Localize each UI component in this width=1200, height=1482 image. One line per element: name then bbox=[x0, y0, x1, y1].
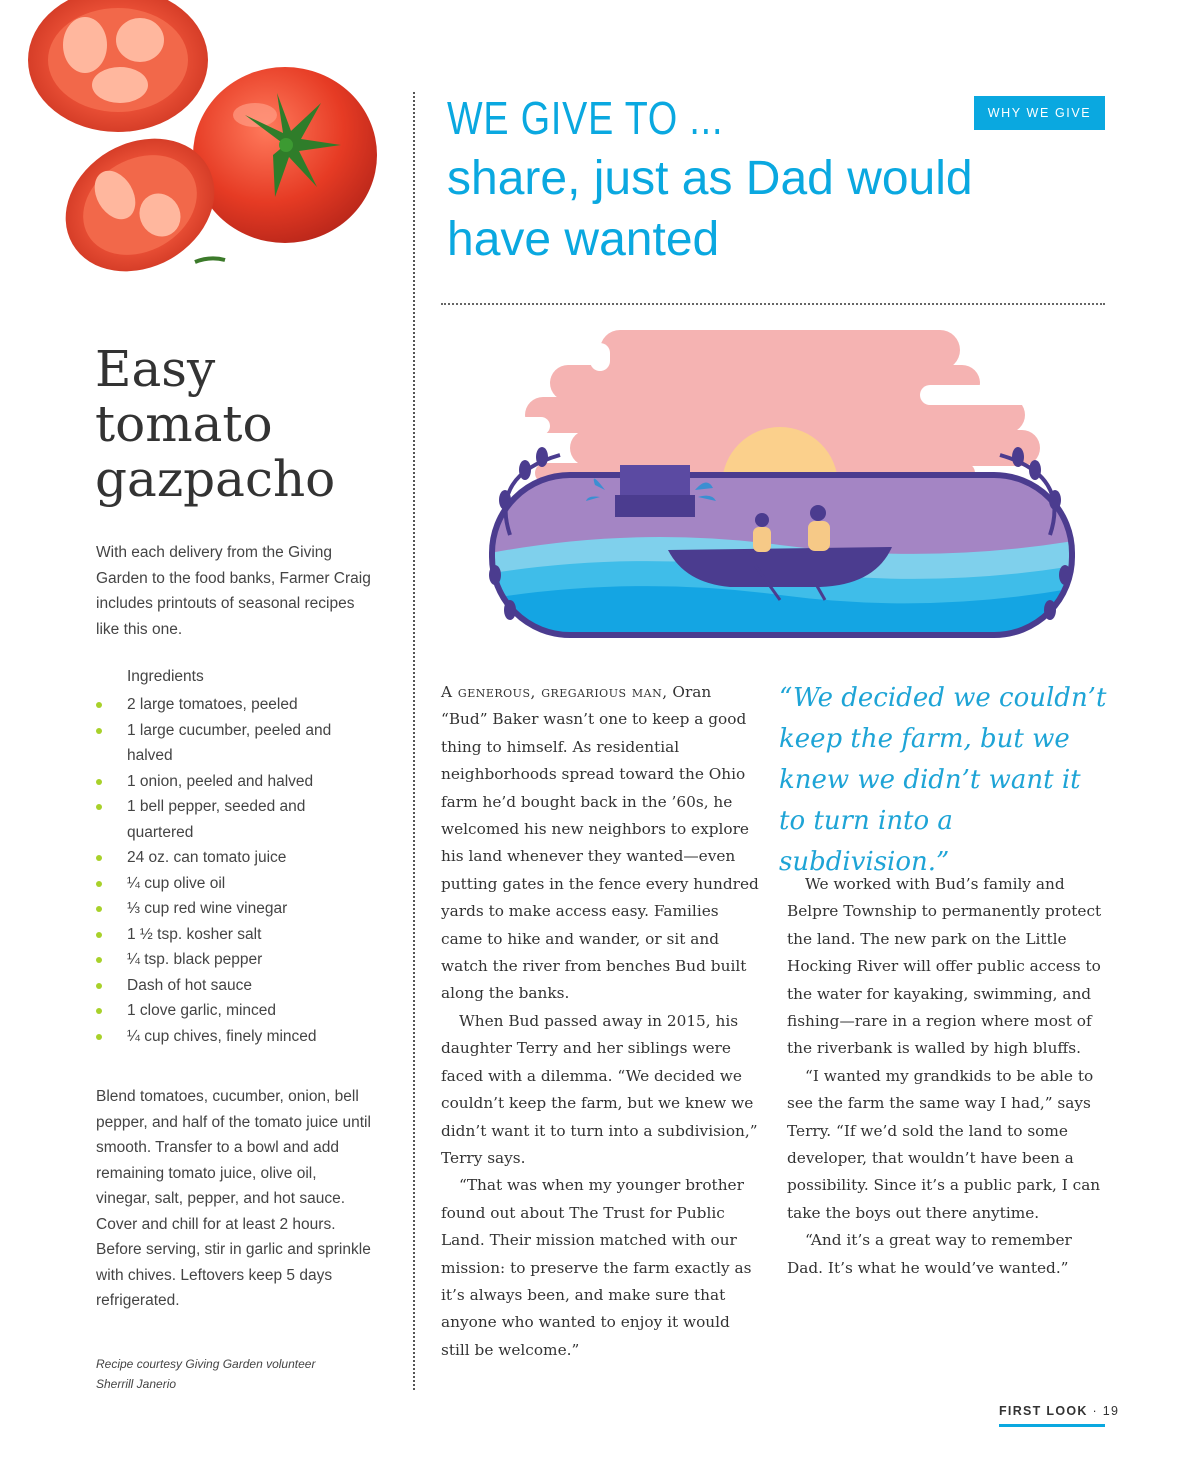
list-item: ⅓ cup red wine vinegar bbox=[96, 896, 366, 922]
article-paragraph: “That was when my younger brother found out about The Trust for Public Land. Their mission matched with our mission: to preserve the farm exactly as it’s always been, and make sure that anyone who wanted to enjoy it would still be welcome.” bbox=[441, 1176, 752, 1359]
list-item: 1 large cucumber, peeled and halved bbox=[96, 718, 366, 769]
list-item: 1 bell pepper, seeded and quartered bbox=[96, 794, 366, 845]
list-item: 1 clove garlic, minced bbox=[96, 998, 366, 1024]
bullet-icon bbox=[96, 702, 102, 708]
pull-quote: “We decided we couldn’t keep the farm, but we knew we didn’t want it to turn into a subdivision.” bbox=[779, 683, 1107, 877]
list-item: 24 oz. can tomato juice bbox=[96, 845, 366, 871]
list-item: ¼ cup olive oil bbox=[96, 871, 366, 897]
list-item: 2 large tomatoes, peeled bbox=[96, 692, 366, 718]
list-item: 1 ½ tsp. kosher salt bbox=[96, 922, 366, 948]
section-tag: WHY WE GIVE bbox=[974, 96, 1105, 130]
page-number: 19 bbox=[1102, 1404, 1120, 1418]
bullet-icon bbox=[96, 779, 102, 785]
bullet-icon bbox=[96, 932, 102, 938]
bullet-icon bbox=[96, 804, 102, 810]
article-paragraph: “I wanted my grandkids to be able to see the farm the same way I had,” says Terry. “If we’d sold the land to some developer, that wouldn’t have been a possibility. Since it’s a public park, I can take the boys out there anytime. bbox=[787, 1066, 1101, 1222]
page-footer bbox=[999, 1404, 1119, 1418]
kicker: WE GIVE TO ... bbox=[447, 92, 724, 144]
article-paragraph: We worked with Bud’s family and Belpre Township to permanently protect the land. The new park on the Little Hocking River will offer public access to the water for kayaking, swimming, and fishing—rare in a region where most of the riverbank is walled by high bluffs. bbox=[787, 875, 1102, 1058]
article-column-1 bbox=[441, 679, 759, 1364]
list-item: Dash of hot sauce bbox=[96, 973, 366, 999]
list-item: ¼ cup chives, finely minced bbox=[96, 1024, 366, 1050]
article-paragraph: When Bud passed away in 2015, his daughter Terry and her siblings were faced with a dilemma. “We decided we couldn’t keep the farm, but we knew we didn’t want it to turn into a subdivision,” Terry says. bbox=[441, 1011, 758, 1167]
footer-separator: · bbox=[1092, 1404, 1098, 1418]
vertical-divider bbox=[413, 92, 415, 1390]
page-title: share, just as Dad would have wanted bbox=[447, 152, 973, 266]
ingredients-label: Ingredients bbox=[127, 668, 204, 685]
list-item: 1 onion, peeled and halved bbox=[96, 769, 366, 795]
tomatoes-illustration bbox=[20, 0, 380, 290]
bullet-icon bbox=[96, 957, 102, 963]
horizontal-divider bbox=[441, 303, 1105, 305]
bullet-icon bbox=[96, 855, 102, 861]
bullet-icon bbox=[96, 881, 102, 887]
bullet-icon bbox=[96, 983, 102, 989]
bullet-icon bbox=[96, 906, 102, 912]
bullet-icon bbox=[96, 728, 102, 734]
article-column-2 bbox=[787, 871, 1105, 1282]
sunset-rowboat-illustration bbox=[480, 325, 1080, 645]
recipe-title: Easy tomato gazpacho bbox=[95, 340, 336, 508]
article-paragraph: A generous, gregarious man, Oran “Bud” Baker wasn’t one to keep a good thing to himself. As residential neighborhoods spread toward the Ohio farm he’d bought back in the ’60s, he welcomed his new neighbors to explore his land whenever they wanted—even putting gates in the fence every hundred yards to make access easy. Families came to hike and wander, or sit and watch the river from benches Bud built along the banks. bbox=[441, 683, 759, 1003]
recipe-intro: With each delivery from the Giving Garden to the food banks, Farmer Craig includes printouts of seasonal recipes like this one. bbox=[96, 544, 371, 638]
list-item: ¼ tsp. black pepper bbox=[96, 947, 366, 973]
recipe-credit: Recipe courtesy Giving Garden volunteer Sherrill Janerio bbox=[96, 1357, 316, 1391]
bullet-icon bbox=[96, 1034, 102, 1040]
bullet-icon bbox=[96, 1008, 102, 1014]
ingredients-list bbox=[96, 692, 366, 1049]
recipe-method: Blend tomatoes, cucumber, onion, bell pepper, and half of the tomato juice until smooth. Transfer to a bowl and add remaining tomato juice, olive oil, vinegar, salt, pepper, and hot sauce. Cover and chill for at least 2 hours. Before serving, stir in garlic and sprinkle with chives. Leftovers keep 5 days refrigerated. bbox=[96, 1088, 371, 1309]
article-paragraph: “And it’s a great way to remember Dad. It’s what he would’ve wanted.” bbox=[787, 1231, 1072, 1277]
footer-rule bbox=[999, 1424, 1105, 1427]
footer-section: FIRST LOOK bbox=[999, 1404, 1088, 1418]
